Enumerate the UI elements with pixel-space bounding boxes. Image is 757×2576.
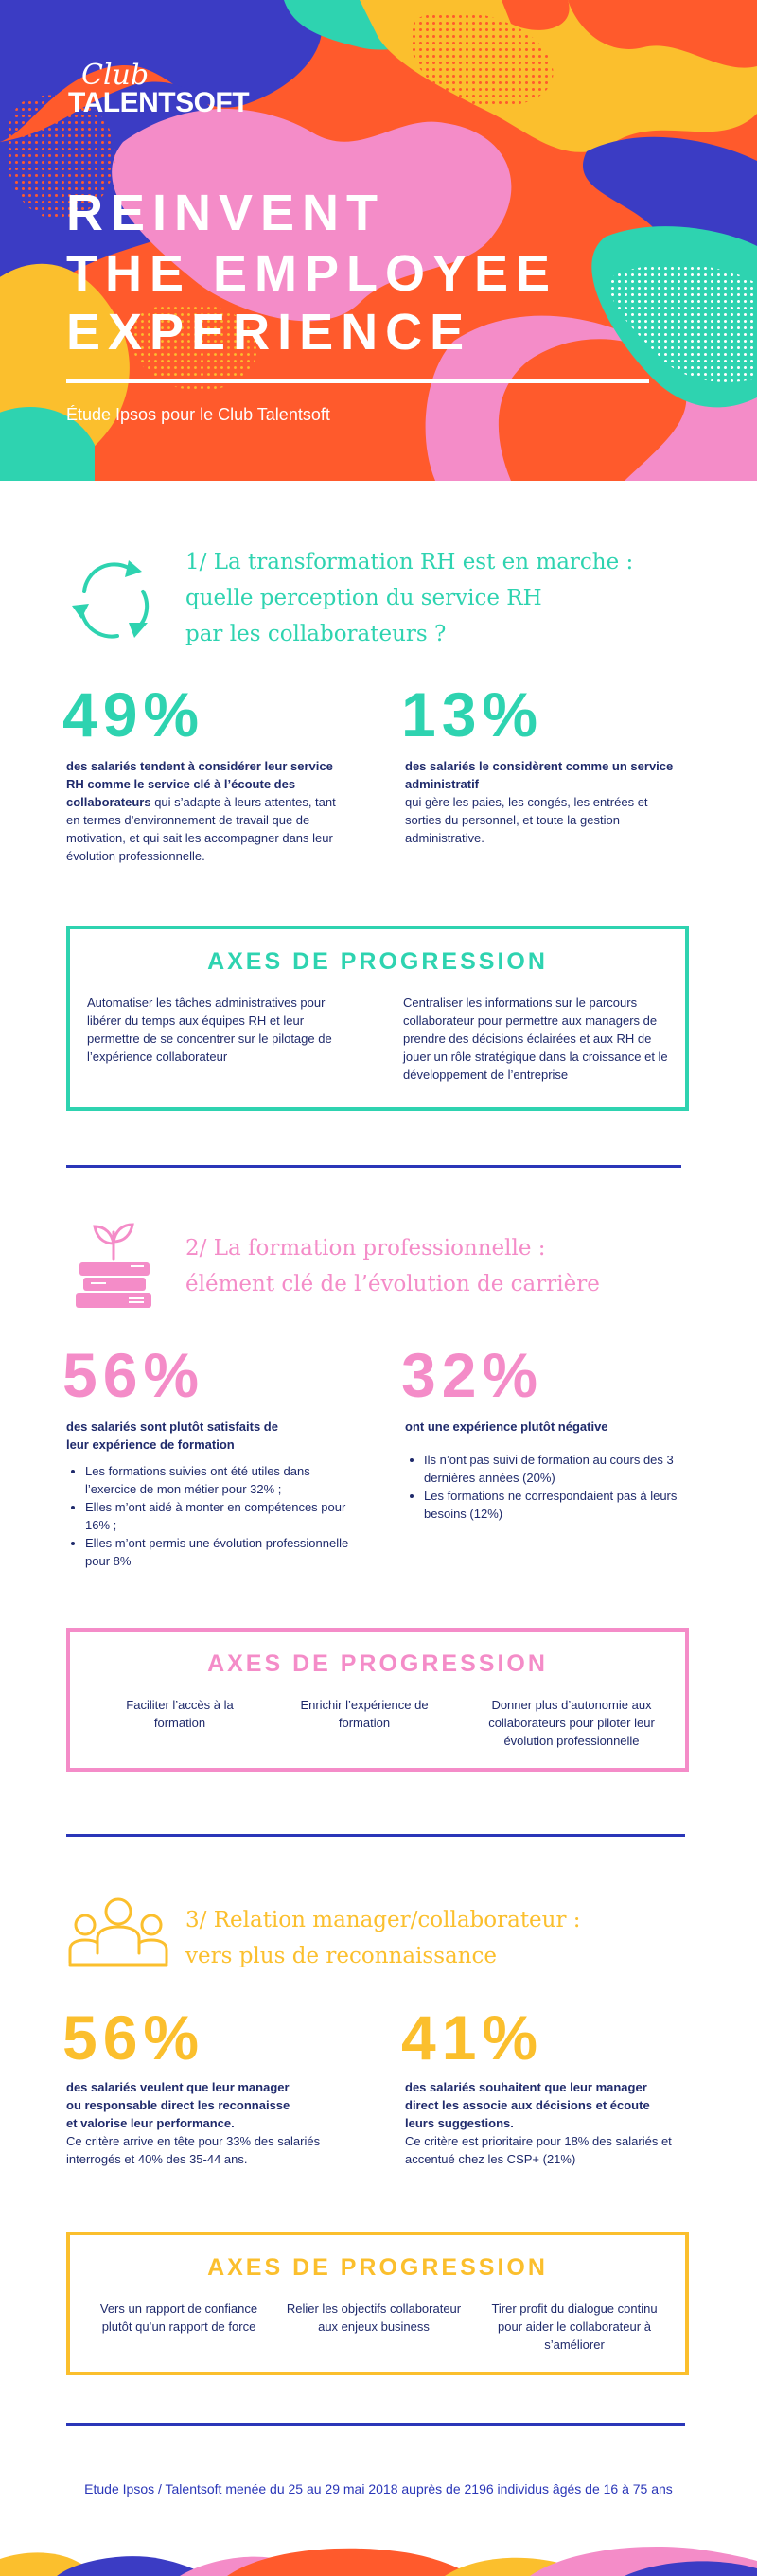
hero-title-line-1: REINVENT xyxy=(66,185,386,241)
section2-axis-3: Donner plus d’autonomie aux collaborateurs pour piloter leur évolution professionnelle xyxy=(488,1698,655,1748)
section3-title xyxy=(185,1902,715,1974)
stat-32-description xyxy=(405,1418,679,1523)
bullet-item: • Les formations suivies ont été utiles dans l’exercice de mon métier pour 32% ; xyxy=(85,1462,350,1498)
stat-56-manager-description xyxy=(66,2078,350,2168)
hero-subtitle: Étude Ipsos pour le Club Talentsoft xyxy=(66,405,330,424)
section2-axis-2: Enrichir l’expérience de formation xyxy=(300,1698,429,1730)
section1-title-line: quelle perception du service RH xyxy=(185,586,542,610)
hero-divider xyxy=(66,379,649,383)
section1-axes-title: AXES DE PROGRESSION xyxy=(207,948,548,975)
stat-13-description-rest: qui gère les paies, les congés, les entrées et sorties du personnel, et toute la gestion administrative. xyxy=(405,795,648,845)
stat-49-description-bold: des salariés tendent à considérer leur service RH comme le service clé à l’écoute des collaborateurs xyxy=(66,759,333,809)
logo-talentsoft-text: TALENTSOFT xyxy=(68,87,250,118)
section-divider xyxy=(66,2423,685,2426)
stat-13-percent: 13% xyxy=(401,679,544,750)
bullet-item: • Ils n’ont pas suivi de formation au cours des 3 dernières années (20%) xyxy=(424,1451,679,1487)
stat-32-bullets xyxy=(405,1451,679,1523)
stat-41-percent: 41% xyxy=(401,2003,544,2073)
section2-title-line: 2/ La formation professionnelle : xyxy=(185,1236,546,1261)
stat-56-percent-training: 56% xyxy=(62,1340,205,1410)
bullet-item: • Les formations ne correspondaient pas à leurs besoins (12%) xyxy=(424,1487,679,1523)
stat-41-rest: Ce critère est prioritaire pour 18% des salariés et accentué chez les CSP+ (21%) xyxy=(405,2134,672,2166)
hero-title-line-2: THE EMPLOYEE xyxy=(66,245,558,302)
section-divider xyxy=(66,1834,685,1837)
stat-13-description xyxy=(405,757,679,847)
section1-axes-box xyxy=(66,926,689,1111)
section3-axis-1: Vers un rapport de confiance plutôt qu’un rapport de force xyxy=(99,2302,258,2334)
stat-56-training-bullets xyxy=(66,1462,350,1570)
bullet-item: • Elles m’ont permis une évolution professionnelle pour 8% xyxy=(85,1534,350,1570)
section3-axis-2: Relier les objectifs collaborateur aux enjeux business xyxy=(286,2302,462,2334)
books-plant-icon xyxy=(74,1221,155,1312)
bottom-blob-strip xyxy=(0,2542,757,2576)
section3-title-line: vers plus de reconnaissance xyxy=(185,1944,498,1968)
section2-axes-title: AXES DE PROGRESSION xyxy=(207,1650,548,1677)
recycle-arrows-icon xyxy=(61,549,165,653)
section2-axis-1: Faciliter l’accès à la formation xyxy=(126,1698,234,1730)
stat-32-bold: ont une expérience plutôt négative xyxy=(405,1420,608,1434)
stat-13-description-bold: des salariés le considèrent comme un service administratif xyxy=(405,759,674,791)
hero-title-line-3: EXPERIENCE xyxy=(66,304,472,361)
stat-49-percent: 49% xyxy=(62,679,205,750)
stat-49-description-rest: qui s’adapte à leurs attentes, tant en termes d’environnement de travail que de motivation, et qui sait les accompagner dans leur évolution professionnelle. xyxy=(66,795,336,863)
section1-title-line: 1/ La transformation RH est en marche : xyxy=(185,550,634,574)
stat-32-percent: 32% xyxy=(401,1340,544,1410)
stat-49-description xyxy=(66,757,350,865)
section1-axis-2: Centraliser les informations sur le parcours collaborateur pour permettre aux managers de prendre des décisions éclairées et aux RH de jouer un rôle stratégique dans la croissance et le développement de l’entreprise xyxy=(403,996,668,1082)
stat-41-description xyxy=(405,2078,689,2168)
stat-56-percent-manager: 56% xyxy=(62,2003,205,2073)
hero-banner xyxy=(0,0,757,481)
section2-title-line: élément clé de l’évolution de carrière xyxy=(185,1272,600,1297)
section2-title xyxy=(185,1230,715,1302)
section1-title-line: par les collaborateurs ? xyxy=(185,622,447,646)
footer-source-note: Etude Ipsos / Talentsoft menée du 25 au 29 mai 2018 auprès de 2196 individus âgés de 16 à 75 ans xyxy=(84,2481,673,2497)
bullet-item: • Elles m’ont aidé à monter en compétences pour 16% ; xyxy=(85,1498,350,1534)
team-people-icon xyxy=(66,1893,170,1968)
section1-title xyxy=(185,544,715,652)
section3-axis-3: Tirer profit du dialogue continu pour aider le collaborateur à s’améliorer xyxy=(491,2302,658,2352)
section3-axes-title: AXES DE PROGRESSION xyxy=(207,2254,548,2281)
stat-56-manager-bold: des salariés veulent que leur manager ou responsable direct les reconnaisse et valorise leur performance. xyxy=(66,2080,290,2130)
stat-56-training-description xyxy=(66,1418,350,1570)
logo-club-text: Club xyxy=(81,59,150,92)
stat-56-training-bold: des salariés sont plutôt satisfaits de leur expérience de formation xyxy=(66,1420,278,1452)
section3-axes-box xyxy=(66,2232,689,2375)
section2-axes-box xyxy=(66,1628,689,1772)
stat-41-bold: des salariés souhaitent que leur manager direct les associe aux décisions et écoute leurs suggestions. xyxy=(405,2080,650,2130)
section3-title-line: 3/ Relation manager/collaborateur : xyxy=(185,1908,581,1932)
section1-axis-1: Automatiser les tâches administratives pour libérer du temps aux équipes RH et leur permettre de se concentrer sur le pilotage de l’expérience collaborateur xyxy=(87,996,332,1064)
stat-56-manager-rest: Ce critère arrive en tête pour 33% des salariés interrogés et 40% des 35-44 ans. xyxy=(66,2134,321,2166)
section-divider xyxy=(66,1165,681,1168)
